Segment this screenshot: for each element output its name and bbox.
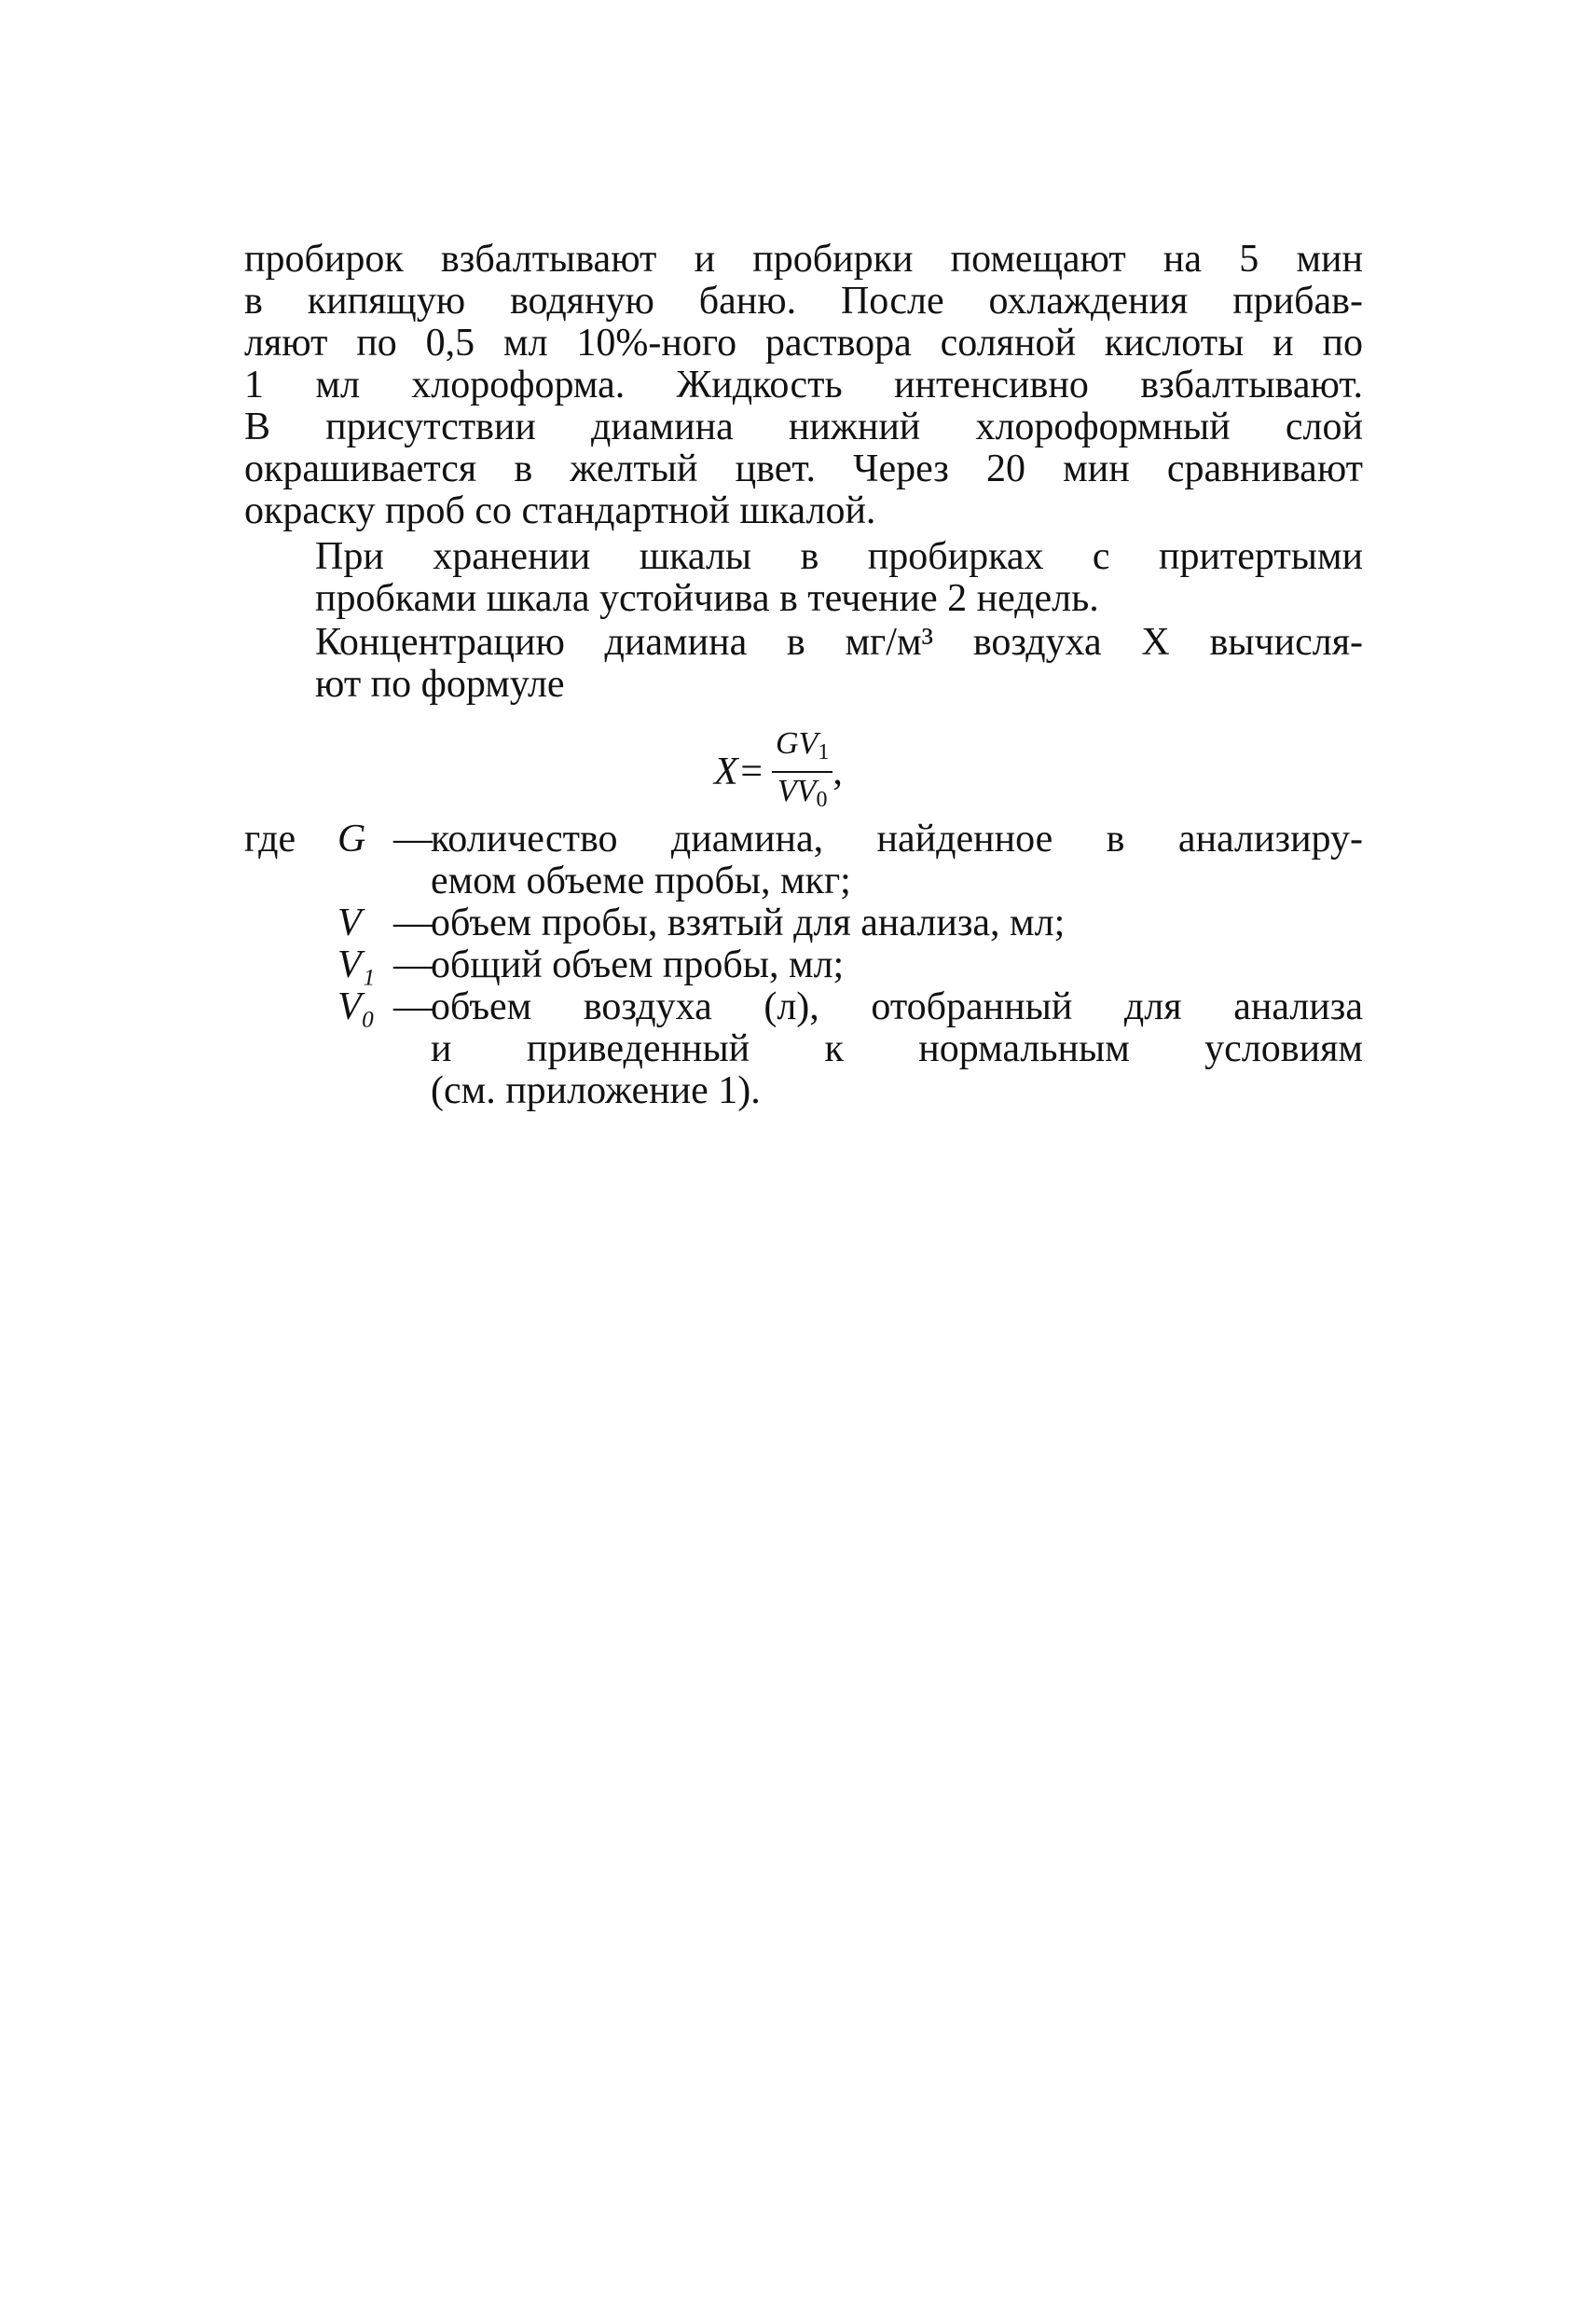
legend-line: и приведенный к нормальным условиям: [431, 1027, 1363, 1070]
body-text-formula-intro: [244, 622, 1363, 706]
formula-den-main: VV: [777, 774, 817, 808]
formula-trail: ,: [832, 750, 843, 793]
formula-num-sub: 1: [818, 740, 830, 764]
body-text-storage: [244, 536, 1363, 620]
legend-item-v1: [244, 944, 1363, 986]
legend-var: V₀: [337, 985, 376, 1028]
legend-dash: —: [393, 985, 433, 1028]
paragraph-storage: [244, 536, 1363, 620]
text-line-last: окраску проб со стандартной шкалой.: [244, 489, 876, 532]
formula-den-sub: 0: [816, 788, 828, 812]
text-line: пробирок взбалтывают и пробирки помещают на 5 мин: [244, 238, 1363, 281]
paragraph-formula-intro: [244, 622, 1363, 706]
variable-legend: [244, 819, 1363, 1112]
legend-var: V: [337, 902, 362, 944]
legend-prefix: где: [244, 818, 296, 860]
paragraph-procedure: [244, 239, 1363, 532]
formula: [714, 727, 843, 817]
legend-item-v: [244, 902, 1363, 944]
legend-line: объем воздуха (л), отобранный для анализа: [431, 985, 1363, 1028]
legend-line: количество диамина, найденное в анализиру-: [431, 818, 1363, 860]
text-line: При хранении шкалы в пробирках с притертыми: [315, 535, 1363, 578]
text-line-last: ют по формуле: [315, 663, 565, 706]
text-line: ляют по 0,5 мл 10%-ного раствора соляной кислоты и по: [244, 322, 1363, 365]
legend-line-last: общий объем пробы, мл;: [431, 943, 845, 986]
legend-line-last: емом объеме пробы, мкг;: [431, 860, 851, 902]
legend-line-last: объем пробы, взятый для анализа, мл;: [431, 902, 1066, 944]
formula-numerator: [772, 727, 832, 773]
legend-dash: —: [393, 943, 433, 986]
legend-line-last: (см. приложение 1).: [431, 1069, 761, 1112]
body-text: [244, 239, 1363, 532]
formula-num-main: GV: [776, 726, 819, 761]
legend-item-v0: [244, 986, 1363, 1112]
legend-item-g: [244, 819, 1363, 902]
legend-var: V₁: [337, 943, 376, 986]
formula-fraction: [772, 727, 832, 817]
legend-dash: —: [393, 818, 433, 860]
legend-text: [431, 986, 1363, 1112]
legend-text: [431, 944, 1363, 986]
text-line: окрашивается в желтый цвет. Через 20 мин сравнивают: [244, 447, 1363, 490]
text-line: 1 мл хлороформа. Жидкость интенсивно взбалтывают.: [244, 364, 1363, 406]
legend-var: G: [337, 818, 366, 860]
text-line: В присутствии диамина нижний хлороформный слой: [244, 406, 1363, 448]
formula-lhs: X=: [714, 750, 764, 793]
text-line-last: пробками шкала устойчива в течение 2 недель.: [315, 577, 1099, 620]
text-line: Концентрацию диамина в мг/м³ воздуха X вычисля-: [315, 621, 1363, 664]
legend-dash: —: [393, 902, 433, 944]
legend-text: [431, 819, 1363, 902]
legend-text: [431, 902, 1363, 944]
text-line: в кипящую водяную баню. После охлаждения прибав-: [244, 280, 1363, 323]
formula-denominator: [774, 773, 832, 817]
